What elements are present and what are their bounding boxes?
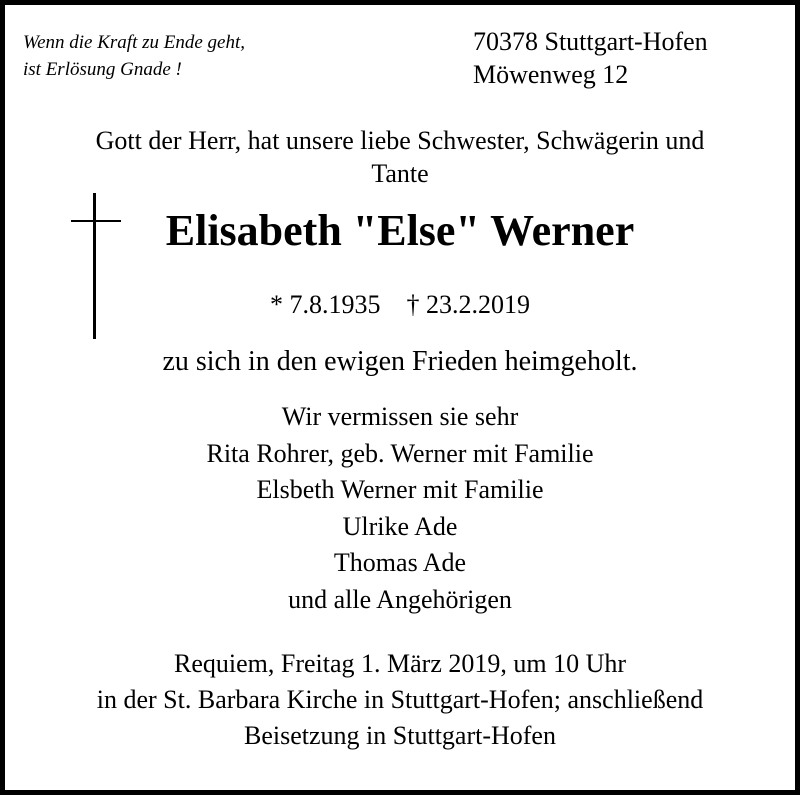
service-line-3: Beisetzung in Stuttgart-Hofen [244,721,556,750]
death-date: † 23.2.2019 [406,290,530,319]
quote-line-1: Wenn die Kraft zu Ende geht, [23,32,245,53]
mourning-address [473,25,708,91]
intro-text [5,124,795,190]
closing-line: zu sich in den ewigen Frieden heimgeholt. [162,346,638,377]
life-dates [5,289,795,321]
intro-line-2: Tante [371,159,429,188]
intro-line-1: Gott der Herr, hat unsere liebe Schwester, Schwägerin und [95,126,705,155]
mourners-list [5,399,795,618]
funeral-service-info [5,646,795,754]
mourners-line-6: und alle Angehörigen [288,584,512,614]
memorial-quote [23,29,245,83]
quote-line-2: ist Erlösung Gnade ! [23,59,182,80]
mourners-line-2: Rita Rohrer, geb. Werner mit Familie [206,438,594,468]
mourners-line-4: Ulrike Ade [342,511,458,541]
mourners-line-1: Wir vermissen sie sehr [281,402,519,431]
mourners-line-5: Thomas Ade [333,548,467,577]
birth-date: * 7.8.1935 [270,290,381,319]
mourners-line-3: Elsbeth Werner mit Familie [256,475,544,504]
service-line-2: in der St. Barbara Kirche in Stuttgart-Hofen; anschließend [96,685,704,714]
address-street: Möwenweg 12 [473,60,629,89]
address-city: 70378 Stuttgart-Hofen [473,27,708,56]
deceased-name: Elisabeth "Else" Werner [165,206,635,255]
service-line-1: Requiem, Freitag 1. März 2019, um 10 Uhr [173,649,627,678]
